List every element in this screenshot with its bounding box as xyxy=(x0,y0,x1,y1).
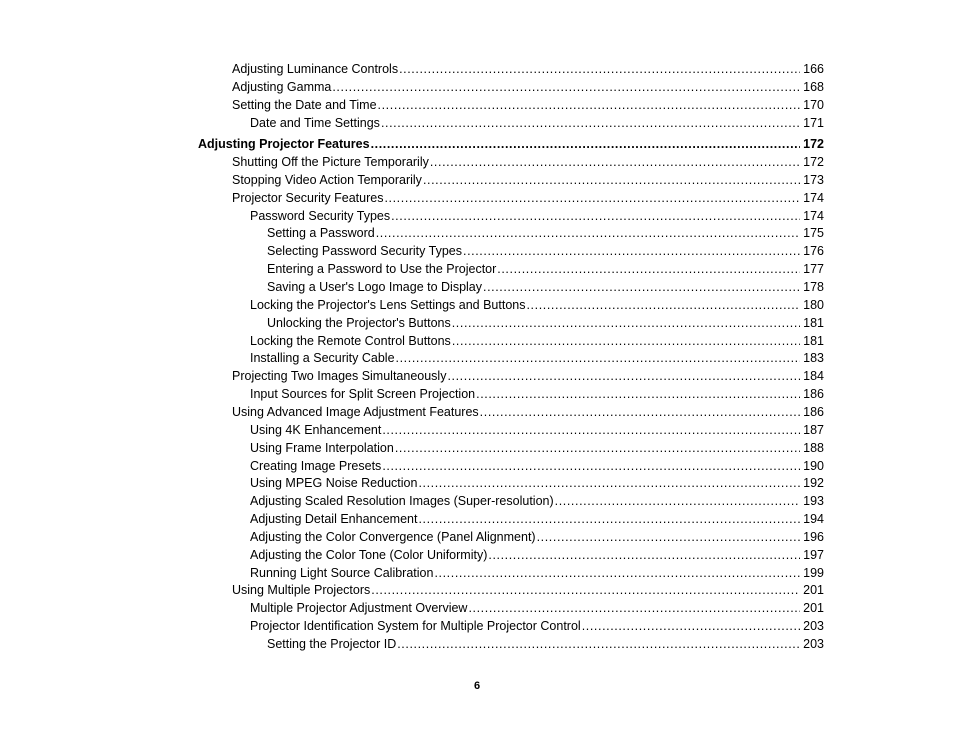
toc-entry[interactable] xyxy=(232,153,824,171)
toc-dot-leader xyxy=(497,260,800,278)
toc-entry-page: 203 xyxy=(803,637,824,651)
toc-entry-page: 193 xyxy=(803,494,824,508)
toc-entry[interactable] xyxy=(250,385,824,403)
toc-dot-leader xyxy=(430,153,800,171)
toc-dot-leader xyxy=(555,492,801,510)
toc-entry-page: 203 xyxy=(803,619,824,633)
toc-entry-page: 199 xyxy=(803,566,824,580)
toc-entry-page: 178 xyxy=(803,280,824,294)
toc-entry-title: Stopping Video Action Temporarily xyxy=(232,173,422,187)
toc-dot-leader xyxy=(376,224,800,242)
toc-entry[interactable] xyxy=(250,474,824,492)
page-number: 6 xyxy=(473,680,481,692)
toc-dot-leader xyxy=(371,581,800,599)
toc-entry-page: 168 xyxy=(803,80,824,94)
toc-dot-leader xyxy=(476,385,800,403)
toc-dot-leader xyxy=(423,171,800,189)
toc-dot-leader xyxy=(396,349,801,367)
toc-entry-page: 172 xyxy=(803,137,824,151)
toc-entry[interactable] xyxy=(250,564,824,582)
toc-entry[interactable] xyxy=(267,278,824,296)
toc-entry-page: 171 xyxy=(803,116,824,130)
toc-entry-page: 174 xyxy=(803,191,824,205)
toc-entry[interactable] xyxy=(250,349,824,367)
toc-entry-page: 181 xyxy=(803,316,824,330)
toc-entry-page: 181 xyxy=(803,334,824,348)
toc-dot-leader xyxy=(480,403,800,421)
toc-entry-title: Installing a Security Cable xyxy=(250,351,395,365)
toc-entry[interactable] xyxy=(250,114,824,132)
toc-entry[interactable] xyxy=(232,78,824,96)
toc-dot-leader xyxy=(447,367,800,385)
toc-dot-leader xyxy=(526,296,800,314)
toc-dot-leader xyxy=(418,474,800,492)
toc-entry[interactable] xyxy=(232,367,824,385)
toc-entry-page: 166 xyxy=(803,62,824,76)
toc-dot-leader xyxy=(488,546,800,564)
toc-entry[interactable] xyxy=(250,599,824,617)
toc-entry-page: 196 xyxy=(803,530,824,544)
toc-dot-leader xyxy=(399,60,800,78)
toc-dot-leader xyxy=(397,635,800,653)
toc-entry-title: Adjusting Luminance Controls xyxy=(232,62,399,76)
toc-dot-leader xyxy=(537,528,801,546)
toc-entry[interactable] xyxy=(232,171,824,189)
toc-entry-title: Adjusting Scaled Resolution Images (Super-resolution) xyxy=(250,494,554,508)
toc-entry-title: Adjusting Detail Enhancement xyxy=(250,512,418,526)
toc-entry[interactable] xyxy=(267,314,824,332)
toc-entry[interactable] xyxy=(250,332,824,350)
toc-entry-title: Date and Time Settings xyxy=(250,116,380,130)
toc-dot-leader xyxy=(463,242,800,260)
toc-dot-leader xyxy=(381,114,800,132)
toc-entry-title: Saving a User's Logo Image to Display xyxy=(267,280,482,294)
toc-section-heading[interactable] xyxy=(198,135,824,153)
toc-entry[interactable] xyxy=(267,635,824,653)
toc-entry-title: Multiple Projector Adjustment Overview xyxy=(250,601,468,615)
toc-entry-title: Setting a Password xyxy=(267,226,375,240)
toc-entry[interactable] xyxy=(250,510,824,528)
toc-entry[interactable] xyxy=(250,546,824,564)
toc-entry-title: Selecting Password Security Types xyxy=(267,244,463,258)
toc-dot-leader xyxy=(468,599,800,617)
toc-entry[interactable] xyxy=(250,492,824,510)
toc-entry[interactable] xyxy=(250,421,824,439)
toc-dot-leader xyxy=(378,96,801,114)
toc-entry[interactable] xyxy=(250,617,824,635)
toc-entry-title: Setting the Date and Time xyxy=(232,98,377,112)
toc-dot-leader xyxy=(452,314,800,332)
toc-entry-title: Input Sources for Split Screen Projection xyxy=(250,387,476,401)
toc-entry-page: 192 xyxy=(803,476,824,490)
toc-entry[interactable] xyxy=(232,581,824,599)
toc-dot-leader xyxy=(582,617,800,635)
toc-entry[interactable] xyxy=(267,224,824,242)
toc-entry[interactable] xyxy=(232,189,824,207)
toc-entry-title: Running Light Source Calibration xyxy=(250,566,434,580)
toc-entry-title: Creating Image Presets xyxy=(250,459,382,473)
toc-entry-title: Adjusting Gamma xyxy=(232,80,332,94)
toc-entry[interactable] xyxy=(250,457,824,475)
toc-entry-title: Using Advanced Image Adjustment Features xyxy=(232,405,479,419)
toc-entry-title: Shutting Off the Picture Temporarily xyxy=(232,155,429,169)
toc-entry-title: Adjusting the Color Convergence (Panel Alignment) xyxy=(250,530,536,544)
toc-entry-title: Locking the Remote Control Buttons xyxy=(250,334,451,348)
toc-entry-page: 201 xyxy=(803,601,824,615)
toc-entry-title: Projector Security Features xyxy=(232,191,384,205)
toc-entry-title: Entering a Password to Use the Projector xyxy=(267,262,497,276)
toc-entry-title: Locking the Projector's Lens Settings and Buttons xyxy=(250,298,526,312)
toc-entry-page: 183 xyxy=(803,351,824,365)
toc-dot-leader xyxy=(452,332,800,350)
toc-entry-title: Using 4K Enhancement xyxy=(250,423,382,437)
toc-entry[interactable] xyxy=(250,207,824,225)
toc-dot-leader xyxy=(382,457,800,475)
toc-entry-title: Setting the Projector ID xyxy=(267,637,397,651)
toc-entry-title: Password Security Types xyxy=(250,209,391,223)
toc-entry-page: 201 xyxy=(803,583,824,597)
toc-entry[interactable] xyxy=(267,260,824,278)
toc-entry[interactable] xyxy=(267,242,824,260)
toc-entry-page: 186 xyxy=(803,405,824,419)
toc-entry-title: Adjusting Projector Features xyxy=(198,137,370,151)
toc-dot-leader xyxy=(391,207,800,225)
toc-entry-page: 170 xyxy=(803,98,824,112)
toc-entry[interactable] xyxy=(250,439,824,457)
toc-dot-leader xyxy=(371,135,801,153)
toc-entry[interactable] xyxy=(232,60,824,78)
toc-entry-page: 177 xyxy=(803,262,824,276)
toc-entry-page: 188 xyxy=(803,441,824,455)
toc-entry-page: 174 xyxy=(803,209,824,223)
toc-entry-title: Unlocking the Projector's Buttons xyxy=(267,316,451,330)
toc-entry-page: 190 xyxy=(803,459,824,473)
toc-entry-page: 176 xyxy=(803,244,824,258)
toc-entry-page: 194 xyxy=(803,512,824,526)
toc-entry-title: Using Frame Interpolation xyxy=(250,441,394,455)
toc-entry-title: Using MPEG Noise Reduction xyxy=(250,476,418,490)
toc-entry-title: Projector Identification System for Multiple Projector Control xyxy=(250,619,581,633)
toc-entry[interactable] xyxy=(250,296,824,314)
toc-entry-title: Projecting Two Images Simultaneously xyxy=(232,369,447,383)
toc-dot-leader xyxy=(483,278,800,296)
toc-entry-page: 173 xyxy=(803,173,824,187)
toc-dot-leader xyxy=(395,439,800,457)
toc-dot-leader xyxy=(382,421,800,439)
toc-entry-page: 184 xyxy=(803,369,824,383)
toc-entry-page: 180 xyxy=(803,298,824,312)
toc-entry-title: Using Multiple Projectors xyxy=(232,583,371,597)
toc-dot-leader xyxy=(384,189,800,207)
toc-entry-page: 186 xyxy=(803,387,824,401)
toc-entry[interactable] xyxy=(232,403,824,421)
toc-entry-page: 187 xyxy=(803,423,824,437)
toc-dot-leader xyxy=(418,510,800,528)
toc-dot-leader xyxy=(332,78,800,96)
toc-entry[interactable] xyxy=(250,528,824,546)
toc-entry-page: 175 xyxy=(803,226,824,240)
toc-dot-leader xyxy=(434,564,800,582)
toc-entry[interactable] xyxy=(232,96,824,114)
toc-entry-page: 197 xyxy=(803,548,824,562)
toc-entry-title: Adjusting the Color Tone (Color Uniformity) xyxy=(250,548,488,562)
toc-entry-page: 172 xyxy=(803,155,824,169)
